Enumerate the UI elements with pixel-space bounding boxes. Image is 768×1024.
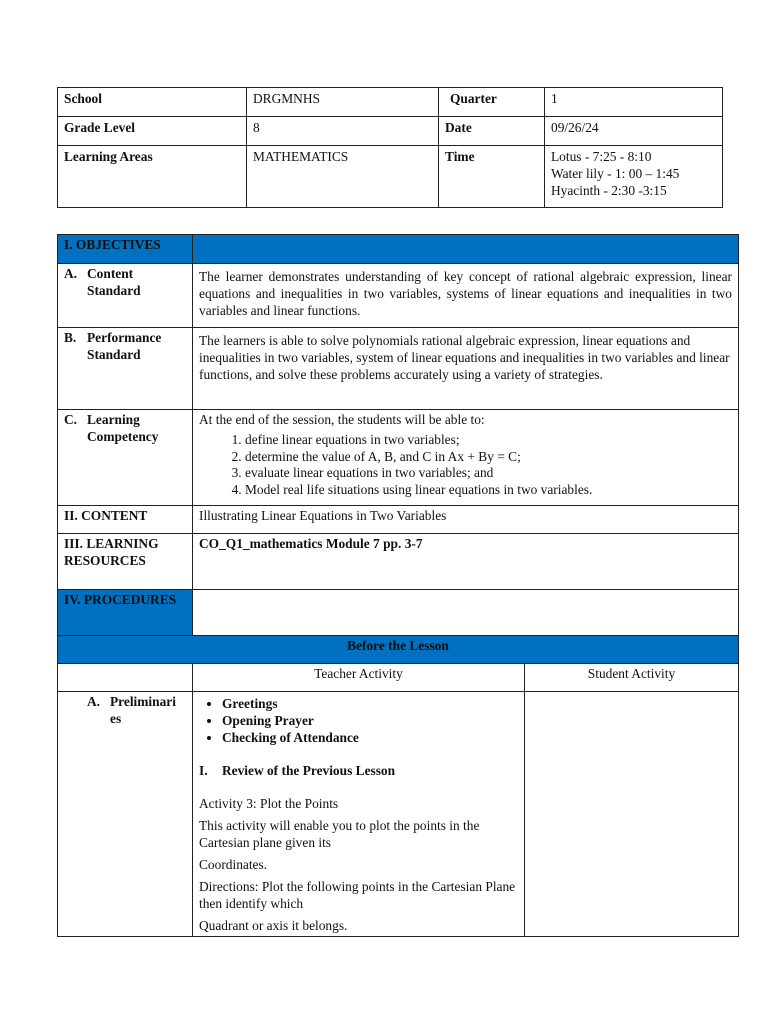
preliminaries-row — [58, 692, 739, 937]
performance-standard-row — [58, 328, 739, 410]
empty-cell — [58, 664, 193, 692]
date-value: 09/26/24 — [545, 117, 723, 146]
time-value — [545, 146, 723, 208]
lesson-plan-table — [57, 234, 739, 937]
performance-standard-label: B. Performance Standard — [64, 330, 162, 362]
objectives-heading: I. OBJECTIVES — [58, 235, 193, 264]
teacher-activity-cell — [193, 692, 525, 937]
date-label: Date — [439, 117, 545, 146]
school-value: DRGMNHS — [247, 88, 439, 117]
procedures-heading: IV. PROCEDURES — [58, 590, 193, 636]
objectives-row — [58, 235, 739, 264]
learning-areas-value: MATHEMATICS — [247, 146, 439, 208]
teacher-activity-header: Teacher Activity — [193, 664, 525, 692]
student-activity-header: Student Activity — [525, 664, 739, 692]
before-the-lesson-heading: Before the Lesson — [58, 636, 739, 664]
student-activity-cell — [525, 692, 739, 937]
time-line: Lotus - 7:25 - 8:10 — [551, 149, 652, 164]
list-item: 3. evaluate linear equations in two variables; and — [245, 465, 732, 482]
content-standard-row — [58, 264, 739, 328]
activity-title: Activity 3: Plot the Points — [199, 796, 339, 811]
school-label: School — [58, 88, 247, 117]
content-standard-text: The learner demonstrates understanding of key concept of rational algebraic expression, linear equations and inequalities in two variables, systems of linear equations and inequalities in two variables and linear functions. — [193, 264, 739, 328]
preliminaries-label: A. Preliminaries — [87, 694, 176, 726]
review-heading: I. Review of the Previous Lesson — [199, 763, 396, 778]
header-info-table — [57, 87, 723, 208]
activity-directions-2: Quadrant or axis it belongs. — [199, 918, 348, 933]
list-item: 1. define linear equations in two variables; — [245, 432, 732, 449]
content-row — [58, 506, 739, 534]
performance-standard-text: The learners is able to solve polynomials rational algebraic expression, linear equations and inequalities in two variables, system of linear equations and inequalities in two variables and linear functions, and solve these problems accurately using a variety of strategies. — [193, 328, 739, 410]
activity-column-headers — [58, 664, 739, 692]
preliminary-list — [199, 695, 518, 746]
competency-intro: At the end of the session, the students will be able to: — [199, 412, 485, 427]
time-label: Time — [439, 146, 545, 208]
activity-description: This activity will enable you to plot the points in the Cartesian plane given its — [199, 818, 480, 850]
learning-competency-cell — [193, 410, 739, 506]
activity-description-2: Coordinates. — [199, 857, 268, 872]
content-text: Illustrating Linear Equations in Two Variables — [193, 506, 739, 534]
grade-level-label: Grade Level — [58, 117, 247, 146]
list-item: • Greetings — [222, 695, 518, 712]
before-lesson-row — [58, 636, 739, 664]
grade-level-value: 8 — [247, 117, 439, 146]
procedures-row — [58, 590, 739, 636]
learning-areas-label: Learning Areas — [58, 146, 247, 208]
learning-competency-row — [58, 410, 739, 506]
time-line: Water lily - 1: 00 – 1:45 — [551, 166, 680, 181]
content-heading: II. CONTENT — [58, 506, 193, 534]
learning-resources-text: CO_Q1_mathematics Module 7 pp. 3-7 — [193, 534, 739, 590]
list-item: 2. determine the value of A, B, and C in Ax + By = C; — [245, 449, 732, 466]
quarter-value: 1 — [545, 88, 723, 117]
objectives-heading-fill — [193, 235, 739, 264]
learning-resources-heading: III. LEARNING RESOURCES — [58, 534, 193, 590]
learning-resources-row — [58, 534, 739, 590]
procedures-empty — [193, 590, 739, 636]
time-line: Hyacinth - 2:30 -3:15 — [551, 183, 667, 198]
list-item: • Checking of Attendance — [222, 729, 518, 746]
quarter-label: Quarter — [439, 88, 545, 117]
competency-list — [199, 432, 732, 498]
content-standard-label: A. Content Standard — [64, 266, 141, 298]
activity-directions: Directions: Plot the following points in the Cartesian Plane then identify which — [199, 879, 516, 911]
list-item: 4. Model real life situations using linear equations in two variables. — [245, 482, 732, 499]
list-item: • Opening Prayer — [222, 712, 518, 729]
learning-competency-label: C. Learning Competency — [64, 412, 159, 444]
